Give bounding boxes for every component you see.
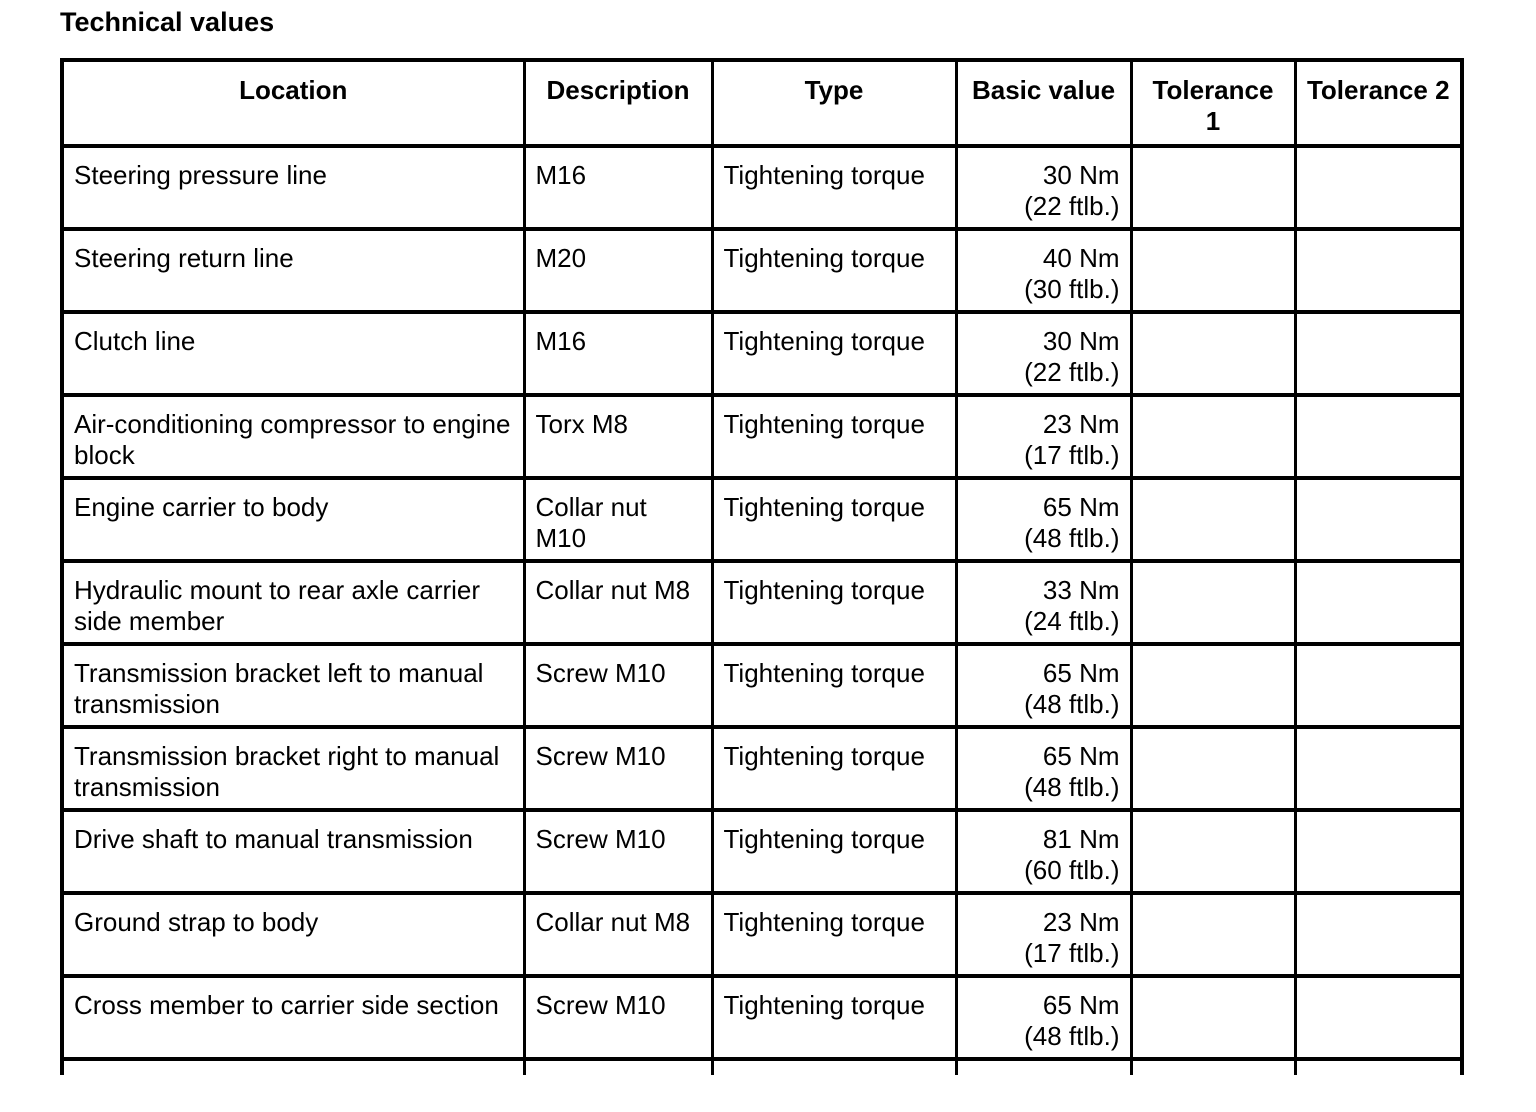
header-basic-value: Basic value [956,60,1131,146]
table-row [62,478,1462,561]
cell-tolerance-2 [1295,727,1462,810]
continuation-cell [956,1059,1131,1075]
continuation-cell [62,1059,524,1075]
cell-tolerance-2 [1295,395,1462,478]
cell-type: Tightening torque [712,810,956,893]
cell-tolerance-1 [1131,395,1295,478]
table-row [62,561,1462,644]
continuation-cell [524,1059,712,1075]
table-continuation [62,1059,1462,1075]
cell-tolerance-1 [1131,561,1295,644]
cell-tolerance-2 [1295,561,1462,644]
table-row [62,976,1462,1059]
cell-tolerance-1 [1131,727,1295,810]
value-nm: 65 Nm [1042,990,1120,1020]
value-nm: 30 Nm [1042,326,1120,356]
continuation-cell [1295,1059,1462,1075]
value-nm: 33 Nm [1042,575,1120,605]
cell-tolerance-1 [1131,976,1295,1059]
continuation-cell [1131,1059,1295,1075]
cell-tolerance-1 [1131,810,1295,893]
cell-description: Screw M10 [524,810,712,893]
table-row [62,395,1462,478]
table-row [62,312,1462,395]
cell-location: Steering pressure line [62,146,524,229]
cell-tolerance-2 [1295,229,1462,312]
table-row [62,229,1462,312]
cell-tolerance-1 [1131,893,1295,976]
value-ftlb: (17 ftlb.) [1024,440,1120,470]
value-nm: 40 Nm [1042,243,1120,273]
value-nm: 23 Nm [1042,409,1120,439]
cell-tolerance-1 [1131,644,1295,727]
cell-tolerance-1 [1131,312,1295,395]
cell-location: Air-conditioning compressor to engine block [62,395,524,478]
cell-type: Tightening torque [712,976,956,1059]
table-header-row [62,60,1462,146]
cell-tolerance-2 [1295,312,1462,395]
value-ftlb: (48 ftlb.) [1024,772,1120,802]
cell-type: Tightening torque [712,727,956,810]
cell-type: Tightening torque [712,561,956,644]
header-tolerance-2: Tolerance 2 [1295,60,1462,146]
cell-location: Engine carrier to body [62,478,524,561]
value-ftlb: (24 ftlb.) [1024,606,1120,636]
value-nm: 23 Nm [1042,907,1120,937]
cell-location: Drive shaft to manual transmission [62,810,524,893]
technical-values-table [60,58,1464,1075]
cell-type: Tightening torque [712,644,956,727]
cell-tolerance-1 [1131,146,1295,229]
header-location: Location [62,60,524,146]
cell-location: Cross member to carrier side section [62,976,524,1059]
cell-tolerance-2 [1295,976,1462,1059]
cell-location: Steering return line [62,229,524,312]
cell-basic-value [956,478,1131,561]
cell-tolerance-2 [1295,893,1462,976]
cell-description: Screw M10 [524,976,712,1059]
cell-description: Collar nut M8 [524,561,712,644]
cell-description: Torx M8 [524,395,712,478]
cell-location: Clutch line [62,312,524,395]
cell-location: Ground strap to body [62,893,524,976]
value-ftlb: (60 ftlb.) [1024,855,1120,885]
cell-basic-value [956,229,1131,312]
table-row [62,146,1462,229]
cell-basic-value [956,395,1131,478]
value-ftlb: (48 ftlb.) [1024,523,1120,553]
cell-type: Tightening torque [712,146,956,229]
table-body [62,146,1462,1075]
cell-location: Transmission bracket right to manual transmission [62,727,524,810]
header-description: Description [524,60,712,146]
cell-description: M16 [524,312,712,395]
header-type: Type [712,60,956,146]
value-ftlb: (22 ftlb.) [1024,357,1120,387]
header-tolerance-1: Tolerance 1 [1131,60,1295,146]
cell-tolerance-1 [1131,229,1295,312]
cell-type: Tightening torque [712,478,956,561]
cell-basic-value [956,727,1131,810]
cell-location: Transmission bracket left to manual transmission [62,644,524,727]
cell-description: M16 [524,146,712,229]
cell-type: Tightening torque [712,229,956,312]
cell-basic-value [956,644,1131,727]
cell-tolerance-2 [1295,146,1462,229]
cell-description: M20 [524,229,712,312]
cell-type: Tightening torque [712,395,956,478]
cell-basic-value [956,561,1131,644]
cell-tolerance-2 [1295,810,1462,893]
table-row [62,727,1462,810]
cell-type: Tightening torque [712,312,956,395]
cell-basic-value [956,976,1131,1059]
cell-description: Screw M10 [524,727,712,810]
cell-tolerance-2 [1295,644,1462,727]
value-nm: 81 Nm [1042,824,1120,854]
continuation-cell [712,1059,956,1075]
cell-basic-value [956,893,1131,976]
cell-tolerance-2 [1295,478,1462,561]
page-title: Technical values [60,7,275,37]
value-ftlb: (48 ftlb.) [1024,689,1120,719]
cell-tolerance-1 [1131,478,1295,561]
table-row [62,810,1462,893]
value-ftlb: (17 ftlb.) [1024,938,1120,968]
value-nm: 30 Nm [1042,160,1120,190]
cell-type: Tightening torque [712,893,956,976]
cell-location: Hydraulic mount to rear axle carrier side member [62,561,524,644]
value-nm: 65 Nm [1042,658,1120,688]
table-row [62,644,1462,727]
cell-basic-value [956,810,1131,893]
value-ftlb: (22 ftlb.) [1024,191,1120,221]
value-ftlb: (30 ftlb.) [1024,274,1120,304]
cell-basic-value [956,312,1131,395]
table-row [62,893,1462,976]
cell-basic-value [956,146,1131,229]
cell-description: Collar nut M8 [524,893,712,976]
cell-description: Collar nut M10 [524,478,712,561]
cell-description: Screw M10 [524,644,712,727]
value-nm: 65 Nm [1042,492,1120,522]
value-ftlb: (48 ftlb.) [1024,1021,1120,1051]
value-nm: 65 Nm [1042,741,1120,771]
